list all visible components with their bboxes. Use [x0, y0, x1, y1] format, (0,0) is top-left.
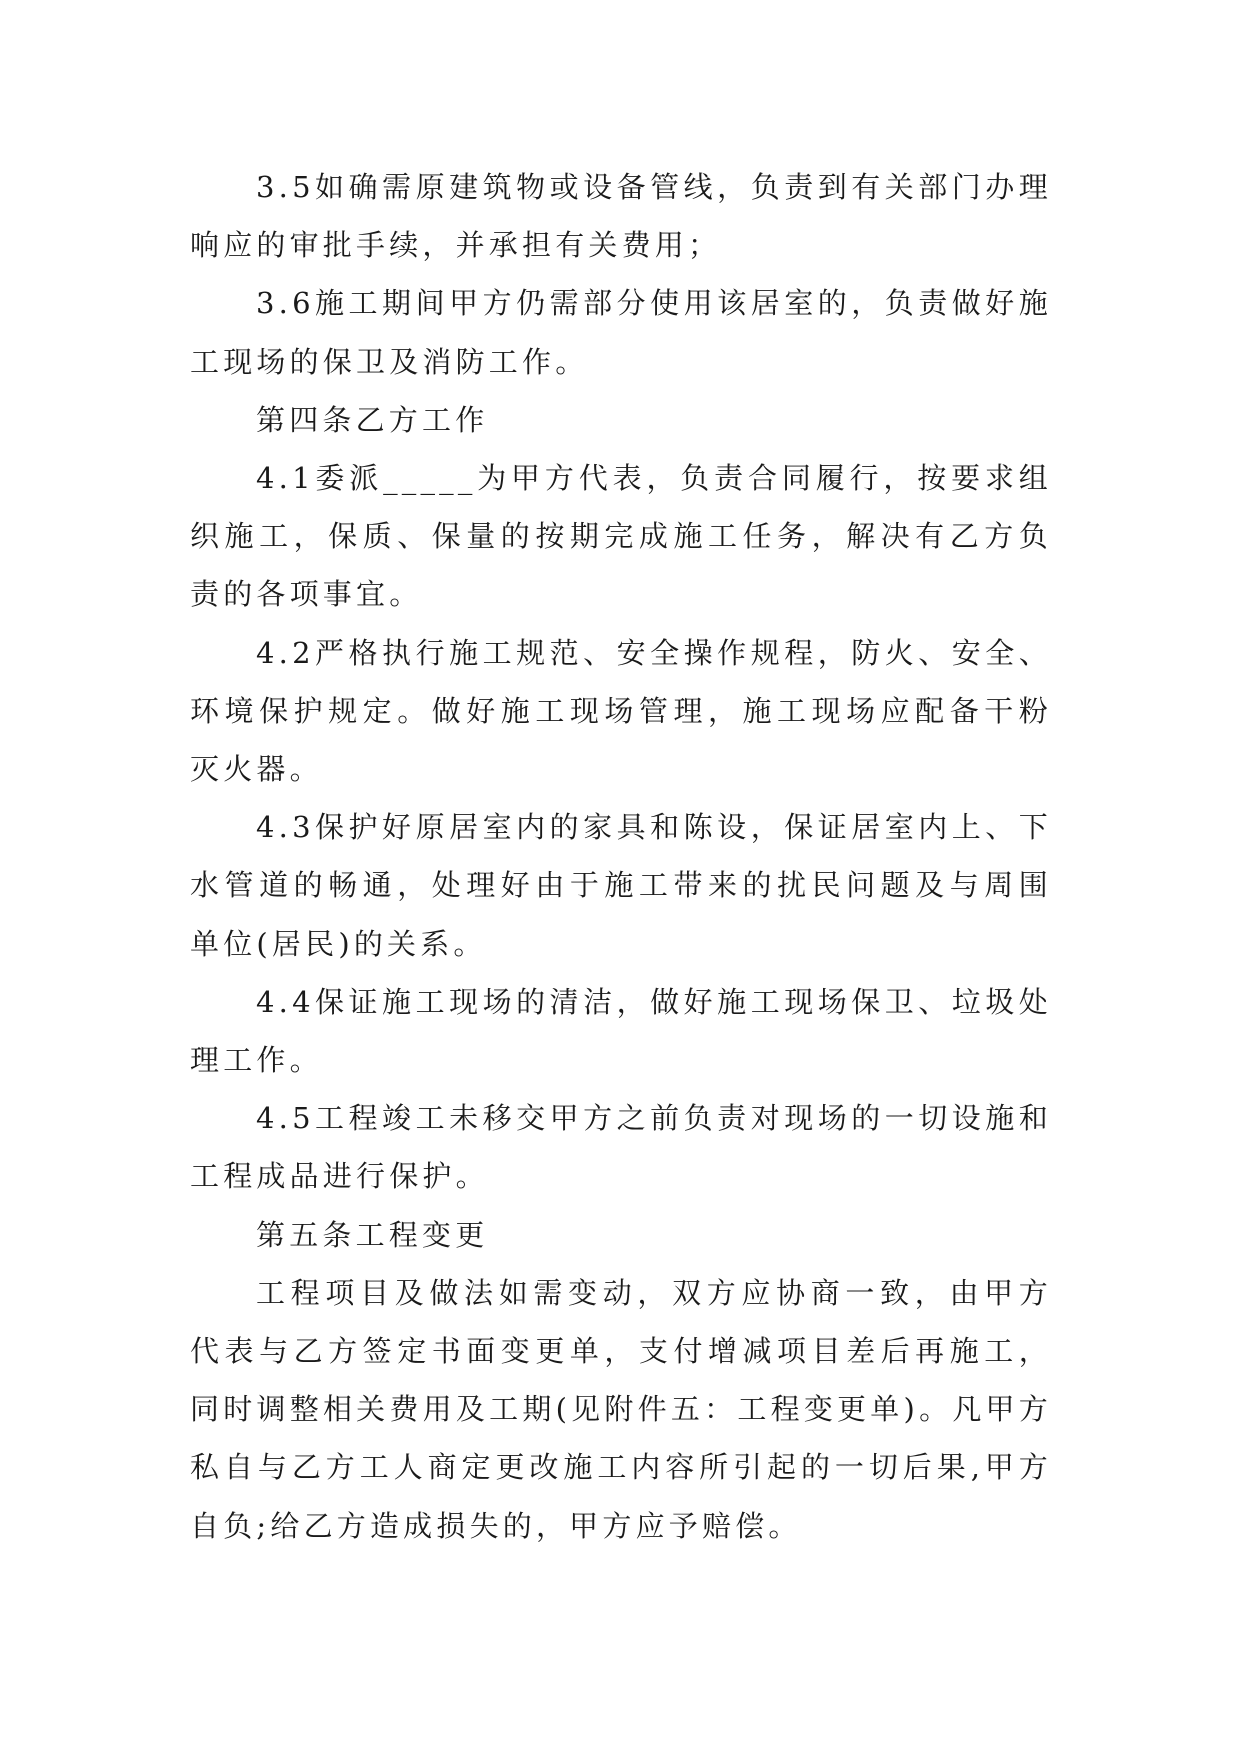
- paragraph-4-1: 4.1委派_____为甲方代表，负责合同履行，按要求组织施工，保质、保量的按期完成施工任务，解决有乙方负责的各项事宜。: [190, 461, 1052, 612]
- paragraph-4-5: 4.5工程竣工未移交甲方之前负责对现场的一切设施和工程成品进行保护。: [190, 1101, 1052, 1194]
- paragraph-article-5-body: 工程项目及做法如需变动，双方应协商一致，由甲方代表与乙方签定书面变更单，支付增减项目差后再施工，同时调整相关费用及工期(见附件五：工程变更单)。凡甲方私自与乙方工人商定更改施工内容所引起的一切后果,甲方自负;给乙方造成损失的，甲方应予赔偿。: [190, 1275, 1052, 1543]
- section-heading-article-4: 第四条乙方工作: [256, 402, 489, 437]
- document-body: [190, 158, 1052, 1555]
- paragraph-3-6: 3.6施工期间甲方仍需部分使用该居室的，负责做好施工现场的保卫及消防工作。: [190, 286, 1052, 379]
- paragraph-3-5: 3.5如确需原建筑物或设备管线，负责到有关部门办理响应的审批手续，并承担有关费用；: [190, 170, 1052, 263]
- paragraph-4-4: 4.4保证施工现场的清洁，做好施工现场保卫、垃圾处理工作。: [190, 984, 1052, 1078]
- paragraph-4-2: 4.2严格执行施工规范、安全操作规程，防火、安全、环境保护规定。做好施工现场管理，施工现场应配备干粉灭火器。: [190, 635, 1052, 787]
- paragraph-4-3: 4.3保护好原居室内的家具和陈设，保证居室内上、下水管道的畅通，处理好由于施工带来的扰民问题及与周围单位(居民)的关系。: [190, 810, 1052, 961]
- section-heading-article-5: 第五条工程变更: [256, 1217, 489, 1252]
